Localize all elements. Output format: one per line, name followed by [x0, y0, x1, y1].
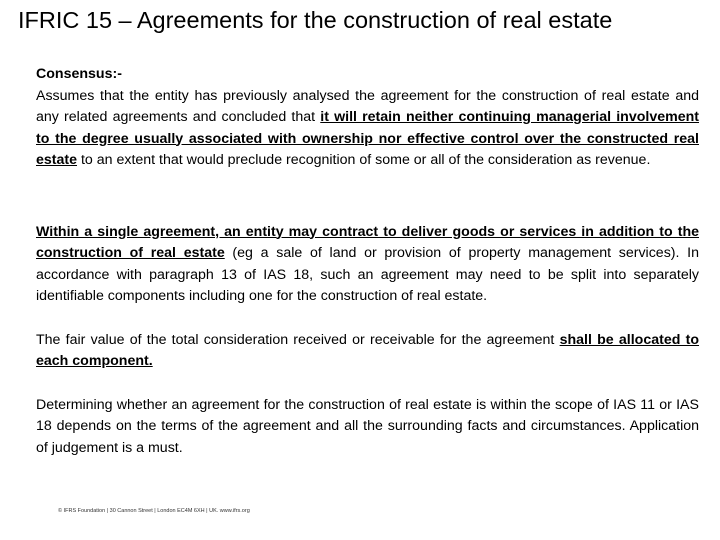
fair-value-underlined-text: shall be allocated to each component.	[36, 331, 700, 369]
slide-body	[36, 64, 699, 459]
consensus-heading: Consensus:-	[36, 66, 122, 82]
single-agreement-underlined-text: Within a single agreement, an entity may contract to deliver goods or services in addition to the construction of real estate	[36, 223, 699, 261]
consensus-underlined-text: it will retain neither continuing managerial involvement to the degree usually associated with ownership nor effective control over the constructed real estate	[36, 109, 699, 168]
consensus-text-after: to an extent that would preclude recognition of some or all of the consideration as revenue.	[77, 152, 651, 168]
slide-title: IFRIC 15 – Agreements for the construction of real estate	[18, 7, 613, 33]
fair-value-text-before: The fair value of the total consideration received or receivable for the agreement	[36, 331, 560, 348]
scope-paragraph	[36, 395, 699, 460]
consensus-paragraph	[36, 64, 699, 172]
footer-copyright: © IFRS Foundation | 30 Cannon Street | London EC4M 6XH | UK. www.ifrs.org	[58, 508, 250, 514]
single-agreement-text-after: (eg a sale of land or provision of property management services). In accordance with paragraph 13 of IAS 18, such an agreement may need to be split into separately identifiable components including one for the construction of real estate.	[36, 245, 699, 304]
scope-text: Determining whether an agreement for the construction of real estate is within the scope of IAS 11 or IAS 18 depends on the terms of the agreement and all the surrounding facts and circumstances. Application of judgement is a must.	[36, 396, 699, 456]
spacer	[36, 373, 699, 395]
consensus-text-before: Assumes that the entity has previously analysed the agreement for the construction of real estate and any related agreements and concluded that	[36, 87, 699, 125]
spacer	[36, 308, 699, 330]
single-agreement-paragraph	[36, 222, 699, 308]
spacer	[36, 172, 699, 222]
fair-value-paragraph	[36, 330, 699, 373]
